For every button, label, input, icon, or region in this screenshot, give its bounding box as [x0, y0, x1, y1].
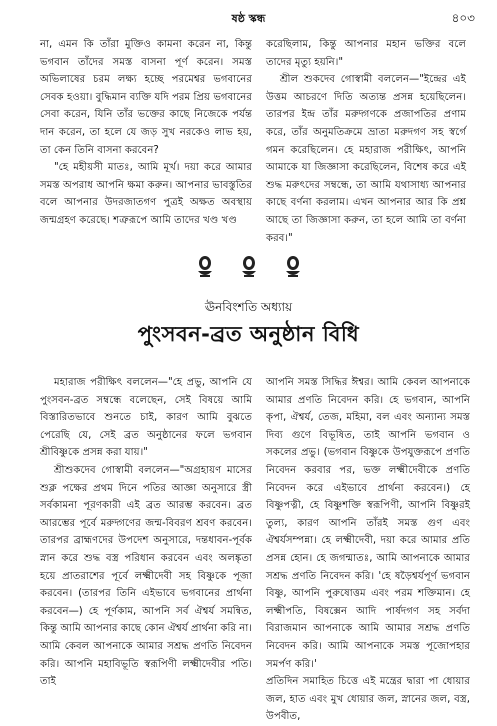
chapter-title: পুংসবন-ব্রত অনুষ্ঠান বিধি [137, 322, 360, 346]
page-number: ৪০৩ [451, 11, 475, 25]
paragraph: মহারাজ পরীক্ষিৎ বললেন—"হে প্রভু, আপনি যে পুংসবন-ব্রত সম্বন্ধে বলেছেন, সেই বিষয়ে আমি বিস্তারিতভাবে শুনতে চাই, কারণ আমি বুঝতে পেরেছি যে, সেই ব্রত অনুষ্ঠানের ফলে ভগবান শ্রীবিষ্ণুকে প্রসন্ন করা যায়।" [40, 377, 252, 459]
paragraph: "হে মহীয়সী মাতঃ, আমি মূর্খ। দয়া করে আমার সমস্ত অপরাধ আপনি ক্ষমা করুন। আপনার ভাবস্তুতির বলে আপনার উদরজাতগণ পুত্রই অক্ষত অবস্থায় জন্মগ্রহণ করেছে। শত্রুরূপে আমি তাদের খণ্ড খণ্ড [40, 162, 252, 226]
paragraph: আপনি সমস্ত সিদ্ধির ঈশ্বর। আমি কেবল আপনাকে আমার প্রণতি নিবেদন করি। হে ভগবান, আপনি কৃপা, ঐশ্বর্য, তেজ, মহিমা, বল এবং অন্যান্য সমস্ত দিব্য গুণে বিভূষিত, তাই আপনি ভগবান ও সকলের প্রভু। (ভগবান বিষ্ণুকে উপযুক্তরূপে প্রণতি নিবেদন করবার পর, ভক্ত লক্ষ্মীদেবীকে প্রণতি নিবেদন করে এইভাবে প্রার্থনা করবেন।) হে বিষ্ণুপত্নী, হে বিষ্ণুশক্তি স্বরূপিণী, আপনি বিষ্ণুরই তুল্য, কারণ আপনি তাঁরই সমস্ত গুণ এবং ঐশ্বর্যসম্পন্না। হে লক্ষ্মীদেবী, দয়া করে আমার প্রতি প্রসন্ন হোন। হে জগন্মাতঃ, আমি আপনাকে আমার সশ্রদ্ধ প্রণতি নিবেদন করি। 'হে ষড়ৈশ্বর্যপূর্ণ ভগবান বিষ্ণু, আপনি পুরুষোত্তম এবং পরম শক্তিমান। হে লক্ষ্মীপতি, বিষক্সেন আদি পার্ষদগণ সহ সর্বদা বিরাজমান আপনাকে আমি আমার সশ্রদ্ধ প্রণতি নিবেদন করি। আমি আপনাকে সমস্ত পূজোপহার সমর্পণ করি।' [266, 377, 470, 670]
paragraph: শ্রীল শুকদেব গোস্বামী বললেন—"ইন্দ্রের এই উত্তম আচরণে দিতি অত্যন্ত প্রসন্ন হয়েছিলেন। তারপর ইন্দ্র তাঁর মরুদ্গণকে প্রজাপতির প্রণাম করে, তাঁর অনুমতিক্রমে ভ্রাতা মরুদগণ সহ স্বর্গে গমন করেছিলেন। হে মহারাজ পরীক্ষিৎ, আপনি আমাকে যা জিজ্ঞাসা করেছিলেন, বিশেষ করে এই শুদ্ধ মরুৎদের সম্বন্ধে, তা আমি যথাসাধ্য আপনার কাছে বর্ণনা করলাম। এখন আপনার আর কি প্রশ্ন আছে তা জিজ্ঞাসা করুন, তা হলে আমি তা বর্ণনা করব।" [266, 74, 466, 244]
top-left-column [40, 36, 252, 230]
section-divider-ornament [0, 255, 497, 281]
paragraph: প্রতিদিন সমাহিত চিত্তে এই মন্ত্রের দ্বারা পা ধোয়ার জল, হাত এবং মুখ ধোয়ার জল, স্নানের জল, বস্ত্র, উপবীত, [266, 676, 470, 723]
lotus-ornament-icon [240, 255, 258, 279]
lotus-ornament-icon [284, 255, 302, 279]
running-title: ষষ্ঠ স্কন্ধ [231, 12, 266, 25]
bottom-right-column [266, 374, 470, 726]
page-header [0, 10, 497, 28]
paragraph: শ্রীশুকদেব গোস্বামী বললেন—"অগ্রহায়ণ মাসের শুক্ল পক্ষের প্রথম দিনে পতির আজ্ঞা অনুসারে স্ত্রী সর্বকামনা পূরণকারী এই ব্রত আরম্ভ করবেন। ব্রত আরম্ভের পূর্বে মরুদ্গণের জন্ম-বিবরণ শ্রবণ করবেন। তারপর ব্রাহ্মণদের উপদেশ অনুসারে, দন্তধাবন-পূর্বক স্নান করে শুদ্ধ বস্ত্র পরিধান করবেন এবং অলঙ্কৃতা হয়ে প্রাতরাশের পূর্বে লক্ষ্মীদেবী সহ বিষ্ণুকে পূজা করবেন। (তারপর তিনি এইভাবে ভগবানের প্রার্থনা করবেন—) হে পূর্ণকাম, আপনি সর্ব ঐশ্বর্য সমন্বিত, কিন্তু আমি আপনার কাছে কোন ঐশ্বর্য প্রার্থনা করি না। আমি কেবল আপনাকে আমার সশ্রদ্ধ প্রণতি নিবেদন করি। আপনি মহাবিভূতি স্বরূপিণী লক্ষ্মীদেবীর পতি। তাই [40, 464, 252, 688]
top-right-column [266, 36, 466, 247]
paragraph: না, এমন কি তাঁরা মুক্তিও কামনা করেন না, কিন্তু ভগবান তাঁদের সমস্ত বাসনা পূর্ণ করেন। সমস্ত অভিলাষের চরম লক্ষ্য হচ্ছে পরমেশ্বর ভগবানের সেবক হওয়া। বুদ্ধিমান ব্যক্তি যদি পরম প্রিয় ভগবানের সেবা করেন, যিনি তাঁর ভক্তের কাছে নিজেকে পর্যন্ত দান করেন, তা হলে যে জড় সুখ নরকেও লাভ হয়, তা কেন তিনি বাসনা করবেন? [40, 39, 252, 156]
paragraph: করেছিলাম, কিন্তু আপনার মহান ভক্তির বলে তাদের মৃত্যু হয়নি।" [266, 39, 466, 68]
lotus-ornament-icon [196, 255, 214, 279]
bottom-left-column [40, 374, 252, 691]
chapter-number: ঊনবিংশতি অধ্যায় [204, 300, 293, 314]
